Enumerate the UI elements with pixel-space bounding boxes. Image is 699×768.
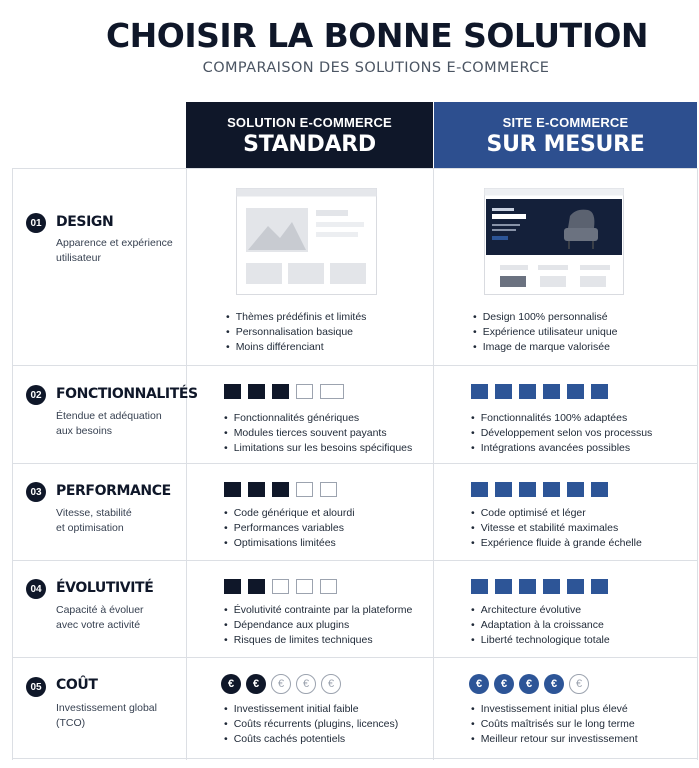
rating-square-empty xyxy=(296,384,313,399)
rating-square-filled xyxy=(224,579,241,594)
rating-square-empty xyxy=(296,579,313,594)
grid-line xyxy=(12,168,13,760)
rating-square-filled xyxy=(567,579,584,594)
row-title: ÉVOLUTIVITÉ xyxy=(56,580,154,596)
list-item: • Code générique et alourdi xyxy=(224,506,355,521)
rating-square-filled xyxy=(591,384,608,399)
list-item: • Dépendance aux plugins xyxy=(224,618,412,633)
row-description xyxy=(56,603,144,633)
rating-square-filled xyxy=(567,482,584,497)
list-item: • Image de marque valorisée xyxy=(473,340,618,355)
list-item: • Fonctionnalités 100% adaptées xyxy=(471,411,652,426)
list-item: • Expérience utilisateur unique xyxy=(473,325,618,340)
custom-features-list xyxy=(471,411,652,456)
standard-cost-list xyxy=(224,702,398,747)
list-item: • Architecture évolutive xyxy=(471,603,610,618)
list-item: • Limitations sur les besoins spécifiques xyxy=(224,441,412,456)
list-item: • Expérience fluide à grande échelle xyxy=(471,536,642,551)
rating-square-filled xyxy=(591,579,608,594)
list-item: • Code optimisé et léger xyxy=(471,506,642,521)
euro-coin-icon: € xyxy=(519,674,539,694)
row-description-line: Apparence et expérience xyxy=(56,237,173,249)
euro-coin-icon: € xyxy=(469,674,489,694)
grid-line xyxy=(12,758,697,759)
row-description-line: Vitesse, stabilité xyxy=(56,507,132,519)
rating-square-empty xyxy=(272,579,289,594)
row-description-line: utilisateur xyxy=(56,252,101,264)
custom-design-list xyxy=(473,310,618,355)
row-number: 04 xyxy=(26,579,46,599)
euro-coin-empty-icon: € xyxy=(569,674,589,694)
rating-square-filled xyxy=(224,384,241,399)
rating-square-filled xyxy=(591,482,608,497)
row-description-line: Investissement global xyxy=(56,702,157,714)
list-item: • Investissement initial faible xyxy=(224,702,398,717)
row-description-line: et optimisation xyxy=(56,522,124,534)
rating-square-empty xyxy=(320,384,344,399)
row-title: DESIGN xyxy=(56,214,114,230)
rating-square-filled xyxy=(248,482,265,497)
list-item: • Développement selon vos processus xyxy=(471,426,652,441)
list-item: • Thèmes prédéfinis et limités xyxy=(226,310,366,325)
row-description xyxy=(56,506,132,536)
euro-coin-empty-icon: € xyxy=(321,674,341,694)
custom-cost-list xyxy=(471,702,638,747)
list-item: • Coûts récurrents (plugins, licences) xyxy=(224,717,398,732)
grid-line xyxy=(697,168,698,760)
rating-square-filled xyxy=(519,579,536,594)
euro-coin-icon: € xyxy=(246,674,266,694)
euro-coin-empty-icon: € xyxy=(296,674,316,694)
list-item: • Évolutivité contrainte par la plateforme xyxy=(224,603,412,618)
rating-square-filled xyxy=(248,384,265,399)
standard-theme-mockup-image xyxy=(236,188,377,295)
standard-features-list xyxy=(224,411,412,456)
row-description-line: Capacité à évoluer xyxy=(56,604,144,616)
rating-square-filled xyxy=(519,384,536,399)
rating-square-filled xyxy=(567,384,584,399)
custom-cost-rating xyxy=(469,674,589,694)
page-title: CHOISIR LA BONNE SOLUTION xyxy=(105,16,649,55)
rating-square-filled xyxy=(471,482,488,497)
rating-square-filled xyxy=(543,482,560,497)
standard-header-line2: STANDARD xyxy=(243,132,376,157)
grid-line xyxy=(12,365,697,366)
euro-coin-icon: € xyxy=(494,674,514,694)
list-item: • Personnalisation basique xyxy=(226,325,366,340)
rating-square-filled xyxy=(519,482,536,497)
rating-square-filled xyxy=(543,384,560,399)
rating-square-filled xyxy=(471,384,488,399)
standard-rating-squares xyxy=(224,384,344,399)
list-item: • Optimisations limitées xyxy=(224,536,355,551)
standard-cost-rating xyxy=(221,674,341,694)
row-number: 01 xyxy=(26,213,46,233)
list-item: • Moins différenciant xyxy=(226,340,366,355)
euro-coin-icon: € xyxy=(221,674,241,694)
rating-square-filled xyxy=(471,579,488,594)
row-description-line: aux besoins xyxy=(56,425,113,437)
custom-rating-squares xyxy=(471,482,608,497)
standard-header-line1: SOLUTION E-COMMERCE xyxy=(227,115,392,130)
rating-square-filled xyxy=(543,579,560,594)
list-item: • Fonctionnalités génériques xyxy=(224,411,412,426)
rating-square-filled xyxy=(272,384,289,399)
rating-square-filled xyxy=(248,579,265,594)
list-item: • Liberté technologique totale xyxy=(471,633,610,648)
grid-line xyxy=(12,560,697,561)
custom-header-line2: SUR MESURE xyxy=(486,132,645,157)
custom-performance-list xyxy=(471,506,642,551)
list-item: • Intégrations avancées possibles xyxy=(471,441,652,456)
grid-line xyxy=(433,168,434,760)
standard-column-header xyxy=(186,102,433,168)
grid-line xyxy=(12,657,697,658)
rating-square-filled xyxy=(495,384,512,399)
row-description xyxy=(56,409,162,439)
row-description xyxy=(56,236,173,266)
custom-scalability-list xyxy=(471,603,610,648)
custom-rating-squares xyxy=(471,384,608,399)
row-number: 03 xyxy=(26,482,46,502)
rating-square-empty xyxy=(296,482,313,497)
list-item: • Coûts cachés potentiels xyxy=(224,732,398,747)
list-item: • Design 100% personnalisé xyxy=(473,310,618,325)
row-title: COÛT xyxy=(56,677,98,693)
row-number: 02 xyxy=(26,385,46,405)
grid-line xyxy=(186,168,187,760)
euro-coin-icon: € xyxy=(544,674,564,694)
list-item: • Coûts maîtrisés sur le long terme xyxy=(471,717,638,732)
list-item: • Investissement initial plus élevé xyxy=(471,702,638,717)
custom-rating-squares xyxy=(471,579,608,594)
list-item: • Risques de limites techniques xyxy=(224,633,412,648)
list-item: • Vitesse et stabilité maximales xyxy=(471,521,642,536)
rating-square-empty xyxy=(320,482,337,497)
page-subtitle: COMPARAISON DES SOLUTIONS E-COMMERCE xyxy=(202,60,550,76)
row-title: FONCTIONNALITÉS xyxy=(56,386,198,402)
row-description-line: avec votre activité xyxy=(56,619,141,631)
row-title: PERFORMANCE xyxy=(56,483,171,499)
custom-header-line1: SITE E-COMMERCE xyxy=(502,115,629,130)
rating-square-empty xyxy=(320,579,337,594)
standard-performance-list xyxy=(224,506,355,551)
row-description xyxy=(56,701,157,731)
standard-rating-squares xyxy=(224,482,337,497)
euro-coin-empty-icon: € xyxy=(271,674,291,694)
rating-square-filled xyxy=(495,579,512,594)
standard-scalability-list xyxy=(224,603,412,648)
custom-column-header xyxy=(434,102,697,168)
standard-design-list xyxy=(226,310,366,355)
grid-line xyxy=(12,463,697,464)
grid-line xyxy=(12,168,697,169)
rating-square-filled xyxy=(272,482,289,497)
list-item: • Meilleur retour sur investissement xyxy=(471,732,638,747)
row-description-line: Étendue et adéquation xyxy=(56,410,162,422)
standard-rating-squares xyxy=(224,579,337,594)
list-item: • Modules tierces souvent payants xyxy=(224,426,412,441)
row-description-line: (TCO) xyxy=(56,717,86,729)
rating-square-filled xyxy=(224,482,241,497)
row-number: 05 xyxy=(26,677,46,697)
rating-square-filled xyxy=(495,482,512,497)
list-item: • Performances variables xyxy=(224,521,355,536)
custom-design-mockup-image xyxy=(484,188,624,295)
list-item: • Adaptation à la croissance xyxy=(471,618,610,633)
